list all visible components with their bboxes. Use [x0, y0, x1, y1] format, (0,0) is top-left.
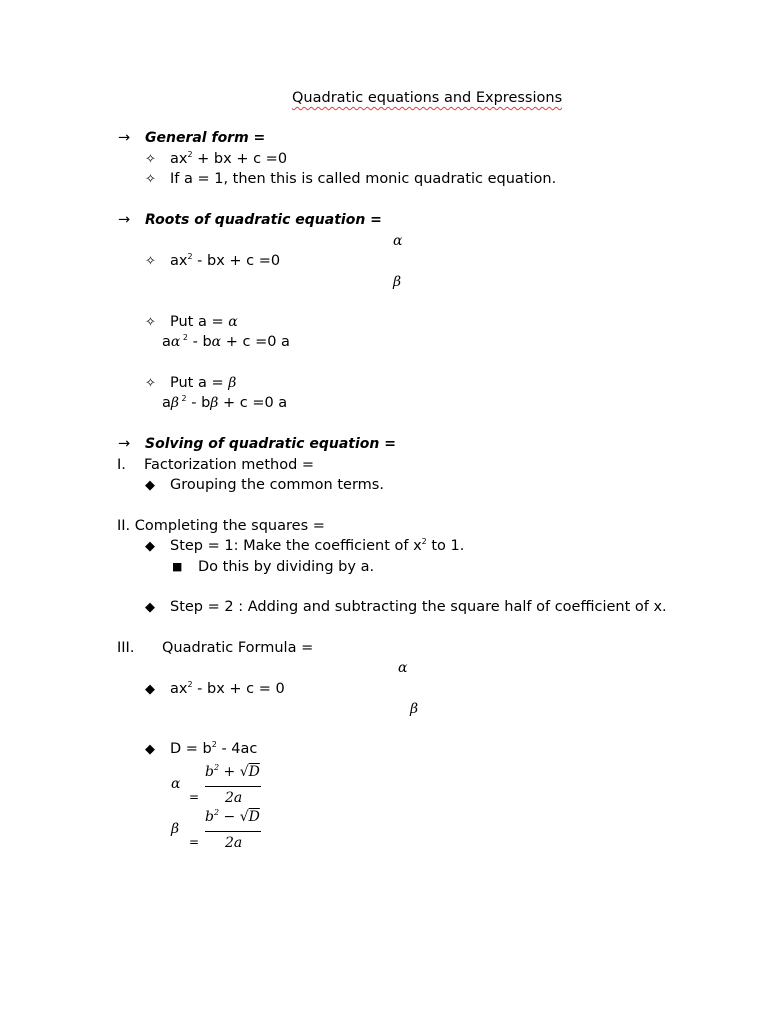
- method-1-number: I.: [117, 457, 126, 473]
- step-2: Step = 2 : Adding and subtracting the square half of coefficient of x.: [170, 599, 667, 615]
- diamond-bullet-icon: ◆: [145, 478, 155, 493]
- diamond-bullet-icon: ◆: [145, 600, 155, 615]
- discriminant: $D = b^2 - 4ac$: [170, 740, 258, 757]
- step-1-detail: Do this by dividing by a.: [198, 559, 375, 575]
- beta-label: β: [410, 701, 419, 717]
- alpha-label: α: [393, 233, 403, 249]
- method-3-title: Quadratic Formula =: [162, 640, 314, 656]
- method-2-title: II. Completing the squares =: [117, 518, 325, 534]
- general-form-heading: General form =: [145, 130, 266, 146]
- sparkle-bullet-icon: ✧: [145, 254, 156, 269]
- formula-equation: $ax^2$ - bx + c = 0: [170, 680, 285, 697]
- equals-sign: =: [189, 790, 200, 804]
- beta-substitution: aβ $^2$ - bβ + c =0 a: [162, 394, 288, 411]
- alpha-symbol: α: [171, 776, 181, 792]
- solving-heading: Solving of quadratic equation =: [145, 436, 396, 452]
- diamond-bullet-icon: ◆: [145, 682, 155, 697]
- alpha-label: α: [398, 660, 408, 676]
- step-1: Step = 1: Make the coefficient of $x^2$ to 1.: [170, 537, 465, 554]
- square-bullet-icon: ■: [172, 560, 183, 573]
- sparkle-bullet-icon: ✧: [145, 152, 156, 167]
- diamond-bullet-icon: ◆: [145, 742, 155, 757]
- page-title: Quadratic equations and Expressions: [292, 90, 563, 106]
- method-1-item: Grouping the common terms.: [170, 477, 384, 493]
- roots-equation: $ax^2$ - bx + c =0: [170, 252, 281, 269]
- method-1-title: Factorization method =: [144, 457, 315, 473]
- sparkle-bullet-icon: ✧: [145, 376, 156, 391]
- roots-heading: Roots of quadratic equation =: [145, 212, 382, 228]
- diamond-bullet-icon: ◆: [145, 539, 155, 554]
- arrow-icon: →: [118, 212, 131, 228]
- general-equation: $ax^2$ + bx + c =0: [170, 150, 288, 167]
- sparkle-bullet-icon: ✧: [145, 172, 156, 187]
- put-alpha: Put a = α: [170, 314, 238, 330]
- alpha-substitution: aα $^2$ - bα + c =0 a: [162, 333, 290, 350]
- monic-note: If a = 1, then this is called monic quadratic equation.: [170, 171, 557, 187]
- beta-label: β: [393, 274, 402, 290]
- arrow-icon: →: [118, 436, 131, 452]
- method-3-number: III.: [117, 640, 135, 656]
- sparkle-bullet-icon: ✧: [145, 315, 156, 330]
- equals-sign: =: [189, 835, 200, 849]
- arrow-icon: →: [118, 130, 131, 146]
- beta-symbol: β: [171, 821, 180, 837]
- put-beta: Put a = β: [170, 375, 237, 391]
